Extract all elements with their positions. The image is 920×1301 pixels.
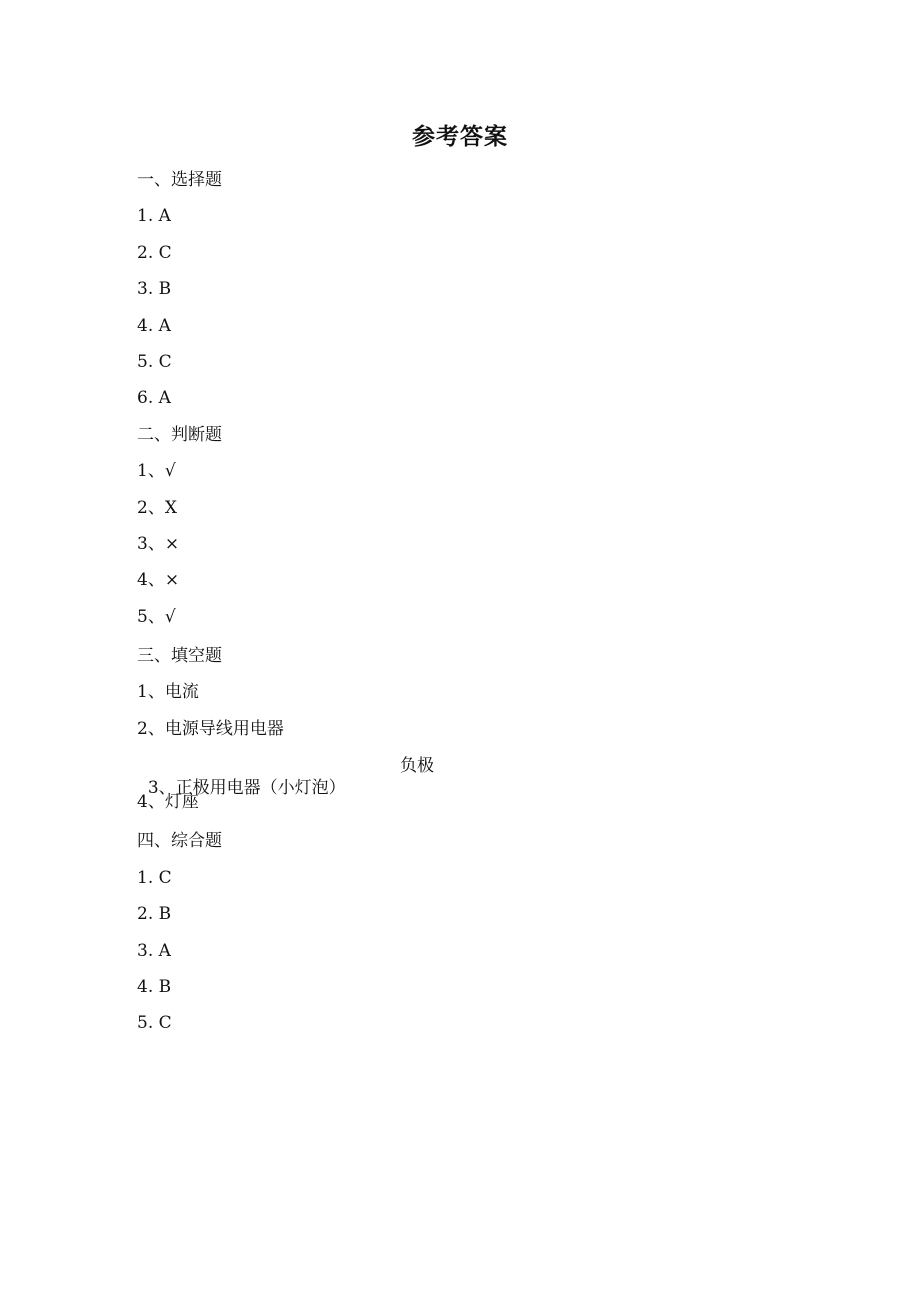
answer-line: 1. A (137, 206, 171, 226)
answer-line: 2. B (137, 904, 172, 924)
answer-text: 3、正极用电器（小灯泡） (147, 778, 346, 798)
answer-line: 3、× (137, 534, 180, 554)
answer-line: 1、√ (137, 461, 176, 481)
answer-line: 2. C (137, 243, 172, 263)
answer-line: 1、电流 (137, 682, 199, 702)
answer-line: 4. A (137, 316, 171, 336)
answer-line: 4. B (137, 977, 172, 997)
answer-line: 5、√ (137, 607, 176, 627)
answer-line: 3. A (137, 941, 171, 961)
answer-line: 5. C (137, 352, 172, 372)
answer-line: 2、X (137, 498, 177, 518)
section-heading-choice: 一、选择题 (137, 170, 222, 190)
answer-line: 4、灯座 (137, 792, 199, 812)
answer-line: 6. A (137, 388, 171, 408)
answer-line: 1. C (137, 868, 172, 888)
answer-line: 4、× (137, 570, 180, 590)
section-heading-judgment: 二、判断题 (137, 425, 222, 445)
answer-extra-text: 负极 (400, 756, 434, 776)
answer-line: 3. B (137, 279, 172, 299)
answer-line: 2、电源导线用电器 (137, 719, 284, 739)
section-heading-comprehensive: 四、综合题 (137, 831, 222, 851)
page-title: 参考答案 (412, 124, 508, 150)
section-heading-fill-blank: 三、填空题 (137, 646, 222, 666)
answer-line: 5. C (137, 1013, 172, 1033)
